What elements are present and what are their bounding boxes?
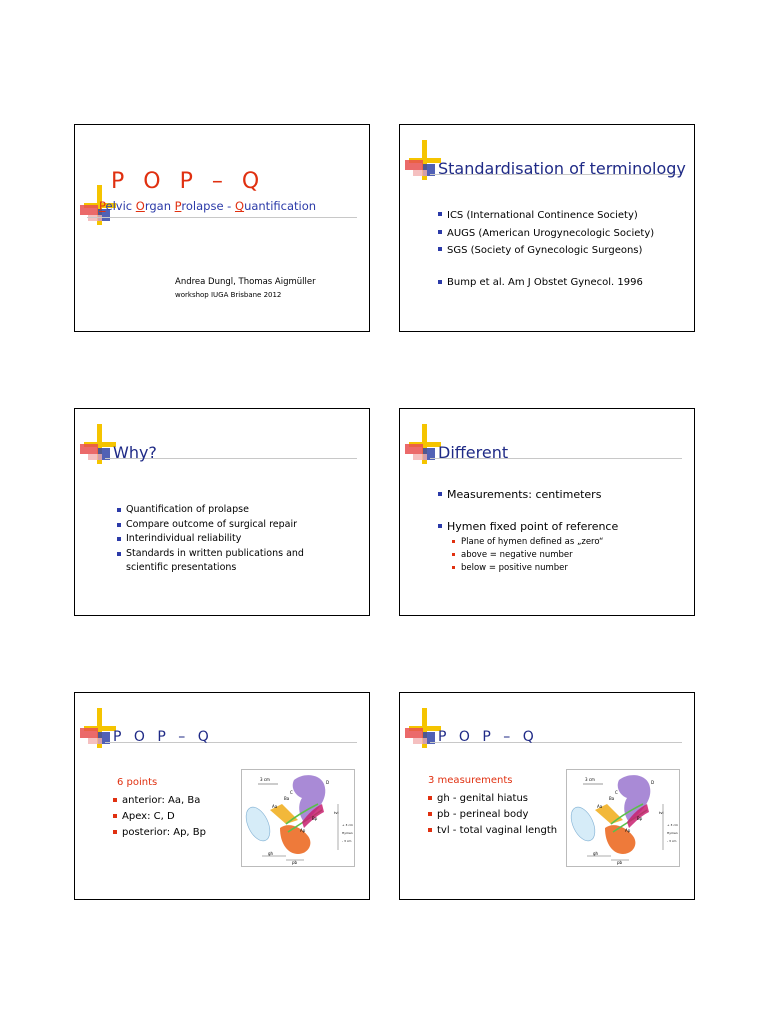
diagram-label: tvl bbox=[334, 811, 339, 815]
slide-5-list bbox=[113, 793, 206, 841]
slide-6-heading: 3 measurements bbox=[428, 775, 513, 786]
list-item: AUGS (American Urogynecologic Society) bbox=[438, 225, 654, 243]
list-item: Bump et al. Am J Obstet Gynecol. 1996 bbox=[438, 275, 643, 291]
diagram-label: Ba bbox=[284, 796, 290, 801]
slide-4 bbox=[399, 408, 695, 616]
slide-4-list-2 bbox=[438, 519, 618, 535]
slide-4-sublist bbox=[452, 536, 603, 575]
slide-2-title: Standardisation of terminology bbox=[438, 159, 686, 178]
diagram-label: - 3 cm bbox=[342, 839, 352, 843]
pelvic-diagram bbox=[241, 769, 355, 867]
list-item: tvl - total vaginal length bbox=[428, 823, 557, 839]
slide-3-title: Why? bbox=[113, 443, 157, 462]
diagram-label: 3 cm bbox=[585, 777, 595, 782]
slide-4-title: Different bbox=[438, 443, 509, 462]
diagram-label: Ap bbox=[625, 828, 631, 833]
list-item: Standards in written publications and scientific presentations bbox=[117, 547, 327, 576]
list-item: below = positive number bbox=[452, 562, 603, 575]
list-item: pb - perineal body bbox=[428, 807, 557, 823]
list-item: Hymen fixed point of reference bbox=[438, 519, 618, 535]
pelvic-anatomy-illustration bbox=[242, 770, 354, 866]
diagram-label: 3 cm bbox=[260, 777, 270, 782]
list-item: posterior: Ap, Bp bbox=[113, 825, 206, 841]
slide-1-subtitle: Pelvic Organ Prolapse - Quantification bbox=[99, 199, 317, 213]
diagram-label: Hymen bbox=[342, 831, 353, 835]
slide-6-title: P O P – Q bbox=[438, 729, 538, 745]
list-item: Interindividual reliability bbox=[117, 532, 327, 547]
diagram-label: Ap bbox=[300, 828, 306, 833]
diagram-label: Bp bbox=[312, 816, 318, 821]
list-item: ICS (International Continence Society) bbox=[438, 207, 654, 225]
slide-1-event: workshop IUGA Brisbane 2012 bbox=[175, 291, 282, 299]
diagram-label: D bbox=[651, 780, 655, 785]
list-item: gh - genital hiatus bbox=[428, 791, 557, 807]
diagram-label: C bbox=[290, 790, 293, 795]
slide-5-title: P O P – Q bbox=[113, 729, 213, 745]
slide-6 bbox=[399, 692, 695, 900]
diagram-label: + 3 cm bbox=[342, 823, 353, 827]
slide-2 bbox=[399, 124, 695, 332]
slide-1-rule bbox=[87, 217, 357, 218]
diagram-label: D bbox=[326, 780, 330, 785]
diagram-label: tvl bbox=[659, 811, 664, 815]
diagram-label: gh bbox=[593, 851, 599, 856]
slide-3-list bbox=[117, 503, 327, 576]
list-item: Quantification of prolapse bbox=[117, 503, 327, 518]
pelvic-anatomy-illustration bbox=[567, 770, 679, 866]
list-item: above = negative number bbox=[452, 549, 603, 562]
diagram-label: Aa bbox=[272, 804, 278, 809]
diagram-label: - 3 cm bbox=[667, 839, 677, 843]
slide-1-authors: Andrea Dungl, Thomas Aigmüller bbox=[175, 277, 316, 287]
diagram-label: gh bbox=[268, 851, 274, 856]
list-item: Apex: C, D bbox=[113, 809, 206, 825]
diagram-label: pb bbox=[617, 860, 623, 865]
list-item: Plane of hymen defined as „zero“ bbox=[452, 536, 603, 549]
slide-3 bbox=[74, 408, 370, 616]
slide-2-reference bbox=[438, 275, 643, 291]
diagram-label: Bp bbox=[637, 816, 643, 821]
diagram-label: + 3 cm bbox=[667, 823, 678, 827]
diagram-label: Ba bbox=[609, 796, 615, 801]
slide-6-list bbox=[428, 791, 557, 839]
list-item: SGS (Society of Gynecologic Surgeons) bbox=[438, 242, 654, 260]
slide-1 bbox=[74, 124, 370, 332]
slide-1-title: P O P – Q bbox=[111, 169, 266, 194]
slide-4-list bbox=[438, 487, 601, 503]
diagram-label: Aa bbox=[597, 804, 603, 809]
list-item: Compare outcome of surgical repair bbox=[117, 518, 327, 533]
list-item: Measurements: centimeters bbox=[438, 487, 601, 503]
diagram-label: Hymen bbox=[667, 831, 678, 835]
slide-2-list bbox=[438, 207, 654, 260]
pelvic-diagram bbox=[566, 769, 680, 867]
diagram-label: pb bbox=[292, 860, 298, 865]
diagram-label: C bbox=[615, 790, 618, 795]
list-item: anterior: Aa, Ba bbox=[113, 793, 206, 809]
slide-5 bbox=[74, 692, 370, 900]
slide-5-heading: 6 points bbox=[117, 777, 158, 788]
